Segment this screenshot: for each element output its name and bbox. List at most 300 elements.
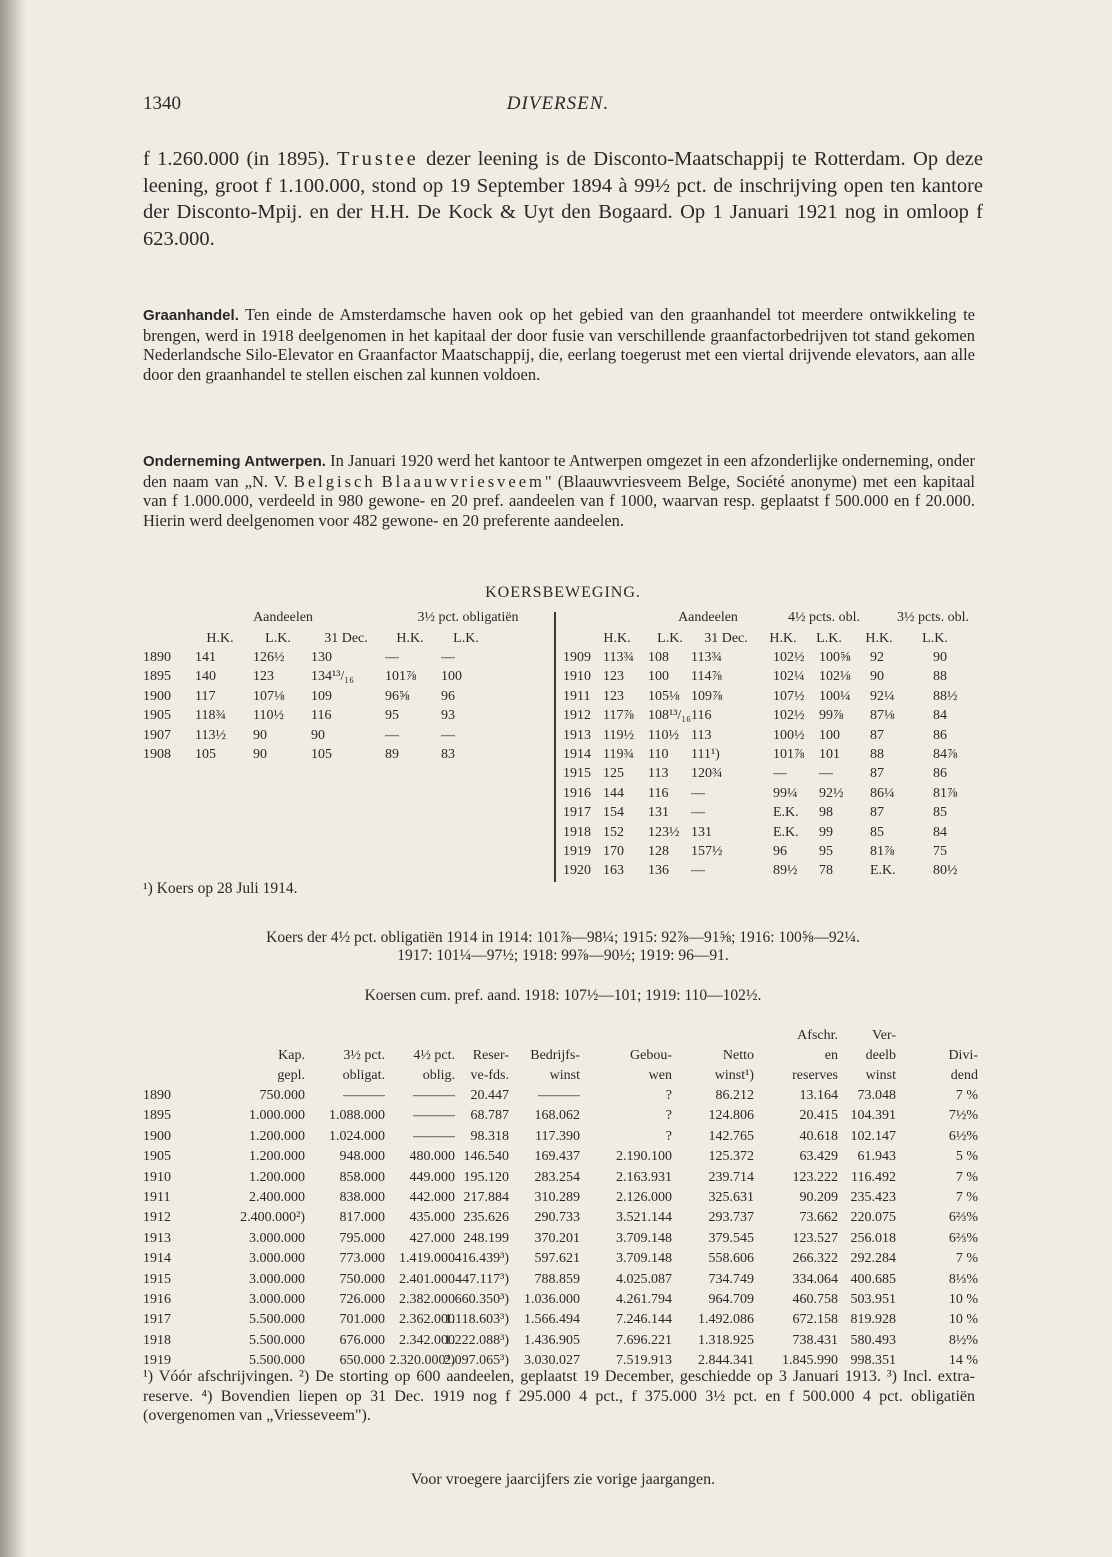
- left-col-header: L.K.: [453, 631, 479, 646]
- fin-row-cell: 838.000: [339, 1190, 385, 1205]
- right-row-year: 1914: [563, 747, 591, 762]
- left-row-cell: 96⅝: [385, 688, 410, 704]
- fin-row-cell: 738.431: [792, 1332, 838, 1348]
- fin-header: obligat.: [342, 1068, 385, 1083]
- fin-header: Gebou-: [630, 1048, 672, 1063]
- fin-row-year: 1913: [143, 1230, 171, 1246]
- fin-row-cell: 20.415: [799, 1108, 838, 1124]
- fin-header: winst: [865, 1068, 896, 1083]
- right-row-cell: 113: [648, 766, 669, 782]
- fin-row-cell: 63.429: [799, 1149, 838, 1165]
- fin-row-cell: ?: [665, 1108, 672, 1124]
- fin-row-cell: ———: [413, 1108, 455, 1124]
- right-row-year: 1919: [563, 844, 591, 859]
- fin-row-cell: 1.566.494: [524, 1312, 580, 1328]
- right-row-cell: 111¹): [691, 747, 720, 762]
- fin-row-cell: 3.030.027: [524, 1353, 580, 1369]
- fin-row-cell: 290.733: [534, 1210, 580, 1226]
- fin-row-cell: 964.709: [708, 1292, 754, 1307]
- fin-row-cell: 676.000: [339, 1332, 385, 1348]
- fin-row-cell: 2.400.000: [249, 1190, 305, 1205]
- fin-row-cell: 788.859: [534, 1271, 580, 1287]
- fin-row-cell: 2.163.931: [616, 1169, 672, 1185]
- fin-row-cell: 123.222: [792, 1169, 838, 1185]
- fin-row-cell: 2.190.100: [616, 1149, 672, 1165]
- fin-row-cell: 650.000: [339, 1353, 385, 1369]
- antwerpen-text-1: In Januari 1920 werd het kantoor te Antwerpen omgezet in een afzonderlijke onderneming, onder den naam van „N. V.: [143, 451, 975, 491]
- right-row-year: 1918: [563, 824, 591, 840]
- fin-row-year: 1911: [143, 1190, 171, 1205]
- fin-row-cell: 1.118.603³): [444, 1312, 509, 1328]
- fin-row-cell: 68.787: [470, 1108, 509, 1124]
- right-col-header: L.K.: [816, 631, 842, 646]
- right-col-header: L.K.: [922, 631, 948, 646]
- left-row-cell: 126½: [253, 650, 285, 665]
- left-row-cell: 90: [311, 727, 325, 743]
- left-row-cell: 105: [311, 747, 332, 762]
- fin-header: en: [824, 1048, 838, 1063]
- right-row-cell: 85: [870, 824, 884, 840]
- fin-row-cell: 1.024.000: [329, 1128, 385, 1144]
- right-row-cell: 114⅞: [691, 669, 722, 685]
- fin-row-cell: 217.884: [463, 1190, 509, 1205]
- fin-row-cell: 1.200.000: [249, 1149, 305, 1165]
- left-row-year: 1907: [143, 727, 171, 743]
- fin-header: wen: [648, 1068, 672, 1083]
- fin-row-year: 1914: [143, 1251, 171, 1267]
- intro-paragraph: [143, 146, 983, 252]
- fin-header: 3½ pct.: [343, 1048, 385, 1063]
- fin-row-cell: 3.000.000: [249, 1230, 305, 1246]
- right-row-year: 1916: [563, 785, 591, 801]
- fin-row-cell: 73.048: [857, 1088, 896, 1103]
- right-row-cell: 87: [870, 805, 884, 821]
- right-row-cell: 84: [933, 708, 947, 724]
- fin-row-cell: 2.097.065³): [444, 1353, 509, 1369]
- fin-row-cell: 1.845.990: [782, 1353, 838, 1369]
- right-row-cell: 131: [648, 805, 669, 821]
- left-row-cell: 93: [441, 708, 455, 724]
- fin-row-cell: 117.390: [535, 1128, 580, 1144]
- left-row-cell: 90: [253, 747, 267, 762]
- right-row-cell: —: [691, 863, 705, 879]
- fin-row-cell: 701.000: [339, 1312, 385, 1328]
- left-col-header: 31 Dec.: [324, 631, 368, 646]
- fin-row-cell: 13.164: [799, 1088, 838, 1103]
- right-row-cell: 95: [819, 844, 833, 859]
- fin-row-cell: 325.631: [708, 1190, 754, 1205]
- right-row-cell: 100½: [773, 727, 805, 743]
- fin-row-cell: 292.284: [850, 1251, 896, 1267]
- fin-row-cell: 1.436.905: [524, 1332, 580, 1348]
- fin-row-cell: 449.000: [409, 1169, 455, 1185]
- left-row-cell: 107⅛: [253, 688, 285, 704]
- right-row-cell: 157½: [691, 844, 723, 859]
- fin-row-cell: 169.437: [534, 1149, 580, 1165]
- fin-row-cell: 400.685: [850, 1271, 896, 1287]
- right-col-header: H.K.: [865, 631, 893, 646]
- fin-row-cell: 7 %: [955, 1088, 978, 1103]
- right-row-cell: 131: [691, 824, 712, 840]
- fin-row-cell: 168.062: [534, 1108, 580, 1124]
- fin-row-cell: 142.765: [708, 1128, 754, 1144]
- fin-row-cell: 6⅔%: [948, 1210, 978, 1226]
- right-row-cell: 125: [603, 766, 624, 782]
- fin-row-cell: 61.943: [857, 1149, 896, 1165]
- left-row-cell: 101⅞: [385, 669, 417, 685]
- fin-header: oblig.: [422, 1068, 455, 1083]
- right-row-year: 1917: [563, 805, 591, 821]
- fin-row-cell: 1.318.925: [698, 1332, 754, 1348]
- right-row-cell: 110½: [648, 727, 679, 743]
- left-row-cell: —: [385, 650, 399, 665]
- fin-row-cell: 2.126.000: [616, 1190, 672, 1205]
- fin-row-cell: 239.714: [708, 1169, 754, 1185]
- right-row-cell: 144: [603, 785, 624, 801]
- fin-row-cell: 3.709.148: [616, 1230, 672, 1246]
- right-row-cell: 110: [648, 747, 669, 762]
- fin-row-year: 1890: [143, 1088, 171, 1103]
- right-row-cell: 80½: [933, 863, 958, 879]
- right-row-cell: 90: [933, 650, 947, 665]
- fin-header: dend: [950, 1068, 978, 1083]
- right-col-header: 31 Dec.: [704, 631, 748, 646]
- fin-row-cell: 580.493: [850, 1332, 896, 1348]
- left-row-cell: 105: [195, 747, 216, 762]
- fin-row-cell: 2.342.000: [399, 1332, 455, 1348]
- fin-row-cell: 2.362.000: [399, 1312, 455, 1328]
- koersen-pref-line: Koersen cum. pref. aand. 1918: 107½—101; 1919: 110—102½.: [364, 987, 762, 1004]
- fin-row-cell: 248.199: [463, 1230, 509, 1246]
- fin-row-cell: ———: [538, 1088, 580, 1103]
- fin-header: Ver-: [872, 1028, 896, 1043]
- antwerpen-text-2: " (Blaauwvriesveem Belge, Société anonyme) met een kapitaal van f 1.000.000, verdeeld in 980 gewone- en 20 pref. aandeelen van f 1000, waarvan resp. geplaatst f 500.000 en f 20.000. Hierin werd deelgenomen voor 482 gewone- en 20 preferente aandeelen.: [143, 471, 975, 530]
- intro-rest: dezer leening is de Disconto-Maatschappij te Rotterdam. Op deze leening, groot f 1.100.000, stond op 19 September 1894 à 99½ pct. de inschrijving open ten kantore der Disconto-Mpij. en der H.H. De Kock & Uyt den Bogaard. Op 1 Januari 1921 nog in omloop f 623.000.: [143, 148, 983, 250]
- right-row-cell: 90: [870, 669, 884, 685]
- document-page: [143, 0, 983, 1557]
- fin-row-cell: 4.025.087: [616, 1271, 672, 1287]
- left-row-year: 1890: [143, 650, 171, 665]
- fin-header: Netto: [722, 1048, 754, 1063]
- koersbeweging-title: KOERSBEWEGING.: [485, 584, 641, 601]
- fin-header: deelb: [865, 1048, 896, 1063]
- fin-row-cell: 7.519.913: [616, 1353, 672, 1369]
- left-row-cell: 109: [311, 688, 332, 704]
- right-row-cell: —: [773, 766, 787, 782]
- fin-row-cell: 256.018: [850, 1230, 896, 1246]
- fin-row-cell: 3.000.000: [249, 1292, 305, 1307]
- right-row-cell: 99: [819, 824, 833, 840]
- fin-row-cell: 283.254: [534, 1169, 580, 1185]
- right-row-cell: 92: [870, 650, 884, 665]
- right-row-cell: 116: [648, 785, 669, 801]
- fin-row-cell: 86.212: [715, 1088, 754, 1103]
- right-row-cell: —: [691, 785, 705, 801]
- fin-row-cell: 379.545: [708, 1230, 754, 1246]
- right-row-cell: 128: [648, 844, 669, 859]
- fin-header: Reser-: [472, 1048, 509, 1063]
- fin-row-cell: 370.201: [534, 1230, 580, 1246]
- graanhandel-heading: Graanhandel.: [143, 307, 239, 324]
- right-group-35: 3½ pcts. obl.: [897, 610, 969, 625]
- antwerpen-name-2: Blaauwvriesveem: [381, 471, 545, 491]
- right-row-cell: 81⅞: [870, 844, 895, 859]
- right-row-cell: 78: [819, 863, 833, 879]
- fin-row-cell: 1.036.000: [524, 1292, 580, 1307]
- fin-row-cell: 220.075: [850, 1210, 896, 1226]
- fin-row-cell: 7.696.221: [616, 1332, 672, 1348]
- fin-row-cell: ———: [413, 1088, 455, 1103]
- fin-row-year: 1912: [143, 1210, 171, 1226]
- left-row-cell: 90: [253, 727, 267, 743]
- fin-header: winst¹): [714, 1068, 754, 1083]
- fin-row-cell: 1.088.000: [329, 1108, 385, 1124]
- fin-row-year: 1910: [143, 1169, 171, 1185]
- right-row-cell: 119¾: [603, 747, 634, 762]
- left-row-cell: 96: [441, 688, 455, 704]
- page-title: DIVERSEN.: [506, 93, 610, 114]
- fin-row-cell: 2.320.000⁴): [389, 1353, 455, 1369]
- fin-row-cell: 5 %: [955, 1149, 978, 1165]
- fin-row-cell: 558.606: [708, 1251, 754, 1267]
- fin-row-cell: 1.419.000: [399, 1251, 455, 1267]
- fin-row-cell: 104.391: [850, 1108, 896, 1124]
- right-row-cell: 87: [870, 727, 884, 743]
- intro-text: f 1.260.000 (in 1895).: [143, 148, 337, 170]
- fin-row-cell: 427.000: [409, 1230, 455, 1246]
- koers-divider: [554, 612, 556, 882]
- right-group-aandeelen: Aandeelen: [678, 610, 738, 625]
- right-row-cell: E.K.: [773, 824, 799, 840]
- right-row-cell: 98: [819, 805, 833, 821]
- right-row-cell: 100: [819, 727, 840, 743]
- fin-row-cell: 750.000: [259, 1088, 305, 1103]
- fin-row-year: 1916: [143, 1292, 171, 1307]
- right-row-cell: 113¾: [603, 650, 634, 665]
- fin-header: Kap.: [278, 1048, 305, 1063]
- right-row-cell: 102¼: [773, 669, 805, 685]
- fin-row-cell: 235.626: [463, 1210, 509, 1226]
- fin-row-cell: 442.000: [409, 1190, 455, 1205]
- fin-row-cell: 416.439³): [454, 1251, 509, 1267]
- koers-footnote: ¹) Koers op 28 Juli 1914.: [143, 880, 298, 897]
- right-row-cell: 88: [933, 669, 947, 685]
- fin-row-cell: ?: [665, 1128, 672, 1144]
- right-row-cell: 123½: [648, 824, 680, 840]
- fin-row-cell: 5.500.000: [249, 1353, 305, 1369]
- right-row-cell: 113: [691, 727, 712, 743]
- fin-header: Afschr.: [797, 1028, 838, 1043]
- right-row-cell: 102½: [773, 708, 805, 724]
- fin-row-cell: 73.662: [799, 1210, 838, 1226]
- fin-row-cell: 2.401.000: [399, 1271, 455, 1287]
- fin-row-cell: 726.000: [339, 1292, 385, 1307]
- fin-row-cell: 98.318: [470, 1128, 509, 1144]
- fin-row-cell: 116.492: [851, 1169, 896, 1185]
- fin-row-cell: 7½%: [948, 1108, 978, 1124]
- fin-row-year: 1917: [143, 1312, 171, 1328]
- fin-row-cell: 235.423: [850, 1190, 896, 1205]
- right-row-cell: 113¾: [691, 650, 722, 665]
- right-row-cell: 75: [933, 844, 947, 859]
- right-row-cell: 87: [870, 766, 884, 782]
- fin-header: ve-fds.: [470, 1068, 509, 1083]
- financial-footnotes: ¹) Vóór afschrijvingen. ²) De storting op 600 aandeelen, geplaatst 19 December, geschiedde op 3 Januari 1913. ³) Incl. extra-reserve. ⁴) Bovendien liepen op 31 Dec. 1919 nog f 295.000 4 pct., f 375.000 3½ pct. en f 500.000 4 pct. obligatiën (overgenomen van „Vriesseveem").: [143, 1368, 975, 1425]
- fin-row-cell: 5.500.000: [249, 1332, 305, 1348]
- fin-row-cell: 435.000: [409, 1210, 455, 1226]
- fin-row-cell: 858.000: [339, 1169, 385, 1185]
- fin-row-cell: 7.246.144: [616, 1312, 672, 1328]
- fin-row-cell: 7 %: [955, 1251, 978, 1267]
- right-row-cell: 163: [603, 863, 624, 879]
- antwerpen-heading: Onderneming Antwerpen.: [143, 453, 326, 470]
- fin-row-cell: 817.000: [339, 1210, 385, 1226]
- right-row-cell: 85: [933, 805, 947, 821]
- fin-row-cell: 1.222.088³): [444, 1332, 509, 1348]
- right-row-cell: 101: [819, 747, 840, 762]
- fin-row-cell: 4.261.794: [616, 1292, 672, 1307]
- fin-row-cell: 334.064: [792, 1271, 838, 1287]
- left-row-cell: 113½: [195, 727, 226, 743]
- right-row-cell: 116: [691, 708, 712, 724]
- fin-row-cell: 123.527: [792, 1230, 838, 1246]
- fin-row-cell: 1.200.000: [249, 1128, 305, 1144]
- fin-row-cell: 125.372: [708, 1149, 754, 1165]
- fin-row-cell: 14 %: [948, 1353, 978, 1369]
- fin-row-cell: 146.540: [463, 1149, 509, 1165]
- right-row-cell: 92½: [819, 785, 844, 801]
- fin-row-year: 1918: [143, 1332, 171, 1348]
- right-row-cell: 88½: [933, 688, 958, 704]
- left-row-cell: 118¾: [195, 708, 226, 724]
- right-row-cell: 92¼: [870, 688, 895, 704]
- right-col-header: H.K.: [769, 631, 797, 646]
- left-col-header: L.K.: [265, 631, 291, 646]
- fin-row-cell: 293.737: [708, 1210, 754, 1226]
- fin-row-cell: 672.158: [792, 1312, 838, 1328]
- fin-row-cell: ?: [665, 1088, 672, 1103]
- right-row-year: 1911: [563, 688, 591, 704]
- right-group-45: 4½ pcts. obl.: [788, 610, 860, 625]
- fin-row-cell: 795.000: [339, 1230, 385, 1246]
- fin-header: winst: [549, 1068, 580, 1083]
- fin-row-cell: 3.000.000: [249, 1271, 305, 1287]
- right-row-cell: 136: [648, 863, 669, 879]
- right-row-year: 1915: [563, 766, 591, 782]
- fin-row-year: 1915: [143, 1271, 171, 1287]
- right-row-cell: 88: [870, 747, 884, 762]
- right-row-cell: 86¼: [870, 785, 895, 801]
- right-row-cell: E.K.: [773, 805, 799, 821]
- right-row-cell: —: [691, 805, 705, 821]
- fin-header: Bedrijfs-: [530, 1048, 580, 1063]
- right-row-year: 1912: [563, 708, 591, 724]
- fin-row-cell: 310.289: [534, 1190, 580, 1205]
- fin-row-cell: 2.844.341: [698, 1353, 754, 1369]
- right-row-cell: 107½: [773, 688, 805, 704]
- fin-row-cell: 503.951: [850, 1292, 896, 1307]
- left-row-cell: 134¹³/₁₆: [311, 669, 355, 685]
- right-col-header: H.K.: [603, 631, 631, 646]
- right-row-cell: 108¹³/₁₆: [648, 708, 692, 724]
- right-row-cell: 117⅞: [603, 708, 634, 724]
- fin-row-cell: 3.000.000: [249, 1251, 305, 1267]
- fin-row-cell: 124.806: [708, 1108, 754, 1124]
- right-row-cell: 102½: [773, 650, 805, 665]
- fin-row-cell: 195.120: [463, 1169, 509, 1185]
- page-binding-shadow: [0, 0, 26, 1557]
- left-row-cell: —: [441, 727, 455, 743]
- right-row-cell: 108: [648, 650, 669, 665]
- antwerpen-paragraph: [143, 451, 975, 530]
- left-row-cell: 117: [195, 688, 216, 704]
- fin-row-cell: 10 %: [948, 1312, 978, 1328]
- trustee-word: Trustee: [336, 148, 419, 170]
- page-number: 1340: [143, 93, 181, 114]
- left-row-year: 1900: [143, 688, 171, 704]
- fin-row-cell: 2.400.000²): [240, 1210, 305, 1226]
- fin-row-cell: 90.209: [799, 1190, 838, 1205]
- right-row-cell: 120¾: [691, 766, 723, 782]
- left-row-year: 1908: [143, 747, 171, 762]
- closing-note: Voor vroegere jaarcijfers zie vorige jaargangen.: [410, 1471, 716, 1488]
- fin-row-year: 1900: [143, 1128, 171, 1144]
- right-row-cell: E.K.: [870, 863, 896, 879]
- fin-row-cell: 819.928: [850, 1312, 896, 1328]
- right-row-cell: 84: [933, 824, 947, 840]
- koers-45-line-2: 1917: 101¼—97½; 1918: 99⅞—90½; 1919: 96—91.: [397, 947, 729, 964]
- fin-row-cell: 3.521.144: [616, 1210, 672, 1226]
- fin-row-cell: ———: [343, 1088, 385, 1103]
- fin-header: 4½ pct.: [413, 1048, 455, 1063]
- fin-header: reserves: [792, 1068, 838, 1083]
- right-row-year: 1909: [563, 650, 591, 665]
- left-row-year: 1905: [143, 708, 171, 724]
- fin-row-cell: 102.147: [850, 1128, 896, 1144]
- right-row-cell: 100¼: [819, 688, 851, 704]
- right-row-cell: 86: [933, 766, 947, 782]
- right-row-year: 1910: [563, 669, 591, 685]
- fin-row-cell: 5.500.000: [249, 1312, 305, 1328]
- fin-row-cell: 750.000: [339, 1271, 385, 1287]
- right-row-cell: 99⅞: [819, 708, 844, 724]
- fin-row-cell: 1.200.000: [249, 1169, 305, 1185]
- right-row-cell: 87⅛: [870, 708, 895, 724]
- left-row-cell: 83: [441, 747, 455, 762]
- fin-header: gepl.: [277, 1068, 305, 1083]
- fin-row-cell: 40.618: [799, 1128, 838, 1144]
- fin-row-cell: 3.709.148: [616, 1251, 672, 1267]
- right-row-cell: 152: [603, 824, 624, 840]
- antwerpen-name-1: Belgisch: [293, 471, 376, 491]
- fin-row-cell: 20.447: [470, 1088, 509, 1103]
- fin-row-cell: 447.117³): [455, 1271, 509, 1287]
- left-row-year: 1895: [143, 669, 171, 685]
- left-row-cell: 110½: [253, 708, 284, 724]
- left-row-cell: 140: [195, 669, 216, 685]
- left-row-cell: 89: [385, 747, 399, 762]
- fin-row-cell: 460.758: [792, 1292, 838, 1307]
- fin-row-cell: 734.749: [708, 1271, 754, 1287]
- fin-row-year: 1905: [143, 1149, 171, 1165]
- right-row-cell: 89½: [773, 863, 798, 879]
- left-col-header: H.K.: [396, 631, 424, 646]
- fin-row-cell: 8½%: [948, 1332, 978, 1348]
- right-row-cell: 102⅛: [819, 669, 851, 685]
- right-row-cell: 101⅞: [773, 747, 805, 762]
- graanhandel-paragraph: [143, 305, 975, 384]
- fin-row-cell: 266.322: [792, 1251, 838, 1267]
